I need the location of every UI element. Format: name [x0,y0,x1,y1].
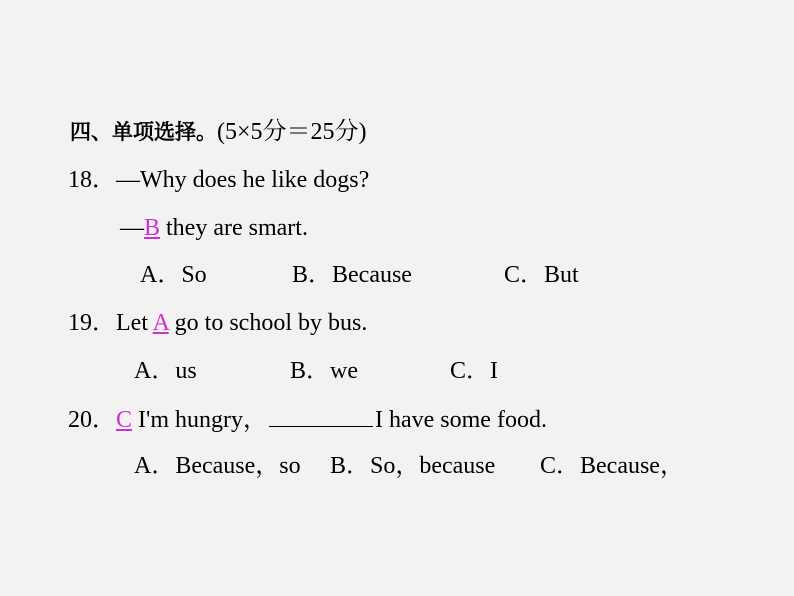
question-text-prefix: I'm hungry， [132,407,267,433]
option-a: A．So [140,262,207,288]
option-c: C．But [504,262,579,288]
section-title: 四、单项选择。 [70,120,217,144]
question-18-reply [120,213,308,243]
question-text-prefix: Let [116,310,153,336]
question-text-suffix: go to school by bus. [168,310,368,336]
question-text-suffix: I have some food. [375,407,547,433]
section-score: (5×5分＝25分) [217,119,367,145]
question-20-stem [68,404,547,435]
question-text: —Why does he like dogs? [116,167,370,193]
question-number: 18． [68,167,116,193]
option-c: C．Because， [540,453,684,479]
answer-mark: C [116,407,133,433]
reply-text: they are smart. [160,215,308,241]
fill-blank [269,404,373,427]
option-a: A．us [134,358,197,384]
answer-mark: A [152,310,169,336]
option-c: C．I [450,358,498,384]
option-b: B．Because [292,262,412,288]
option-a: A．Because，so [134,453,301,479]
question-number: 20． [68,407,116,433]
question-19-stem [68,308,367,338]
section-heading [70,117,367,147]
option-b: B．So，because [330,453,496,479]
reply-dash: — [120,215,144,241]
answer-mark: B [144,215,161,241]
question-18-stem [68,165,369,195]
option-b: B．we [290,358,358,384]
question-number: 19． [68,310,116,336]
